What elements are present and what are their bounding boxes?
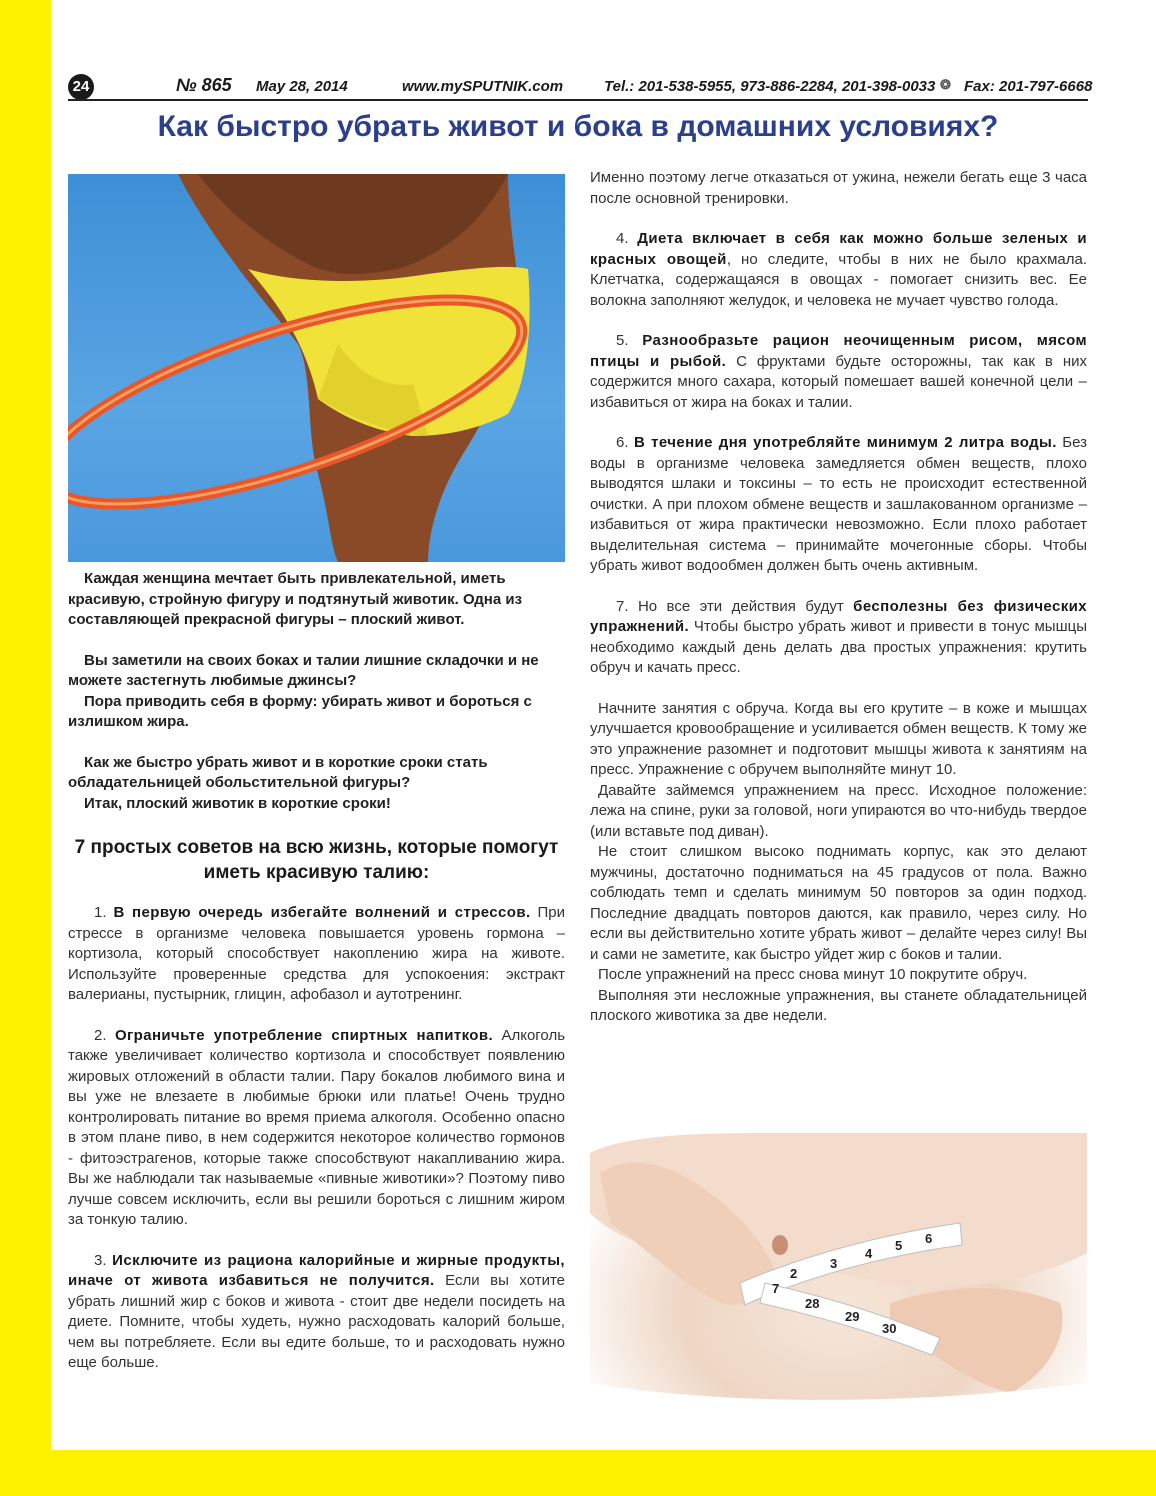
telephone: Tel.: 201-538-5955, 973-886-2284, 201-398-0033 (604, 78, 936, 95)
tips-column-left (68, 903, 565, 1394)
intro-text (68, 569, 565, 814)
right-column (590, 168, 1087, 1027)
exercise-paragraph: Давайте займемся упражнением на пресс. Исходное положение: лежа на спине, руки за головой, ноги упираются во что-нибудь твердое (или вставьте под диван). (590, 781, 1087, 840)
tape-number: 4 (865, 1246, 873, 1261)
tip-1: 1. В первую очередь избегайте волнений и стрессов. При стрессе в организме человека повышается уровень гормона – кортизола, который способствует накоплению жира на животе. Используйте проверенные средства для успокоения: экстракт валерианы, пустырник, глицин, афобазол и аутотренинг. (68, 904, 565, 1003)
tape-number: 3 (830, 1256, 838, 1271)
fax: Fax: 201-797-6668 (964, 78, 1093, 95)
intro-paragraph: Итак, плоский животик в короткие сроки! (84, 794, 391, 812)
tape-number: 30 (882, 1321, 897, 1336)
tips-subheading: 7 простых советов на всю жизнь, которые помогут иметь красивую талию: (74, 837, 559, 883)
tape-number: 5 (895, 1238, 903, 1253)
tip-5: 5. Разнообразьте рацион неочищенным рисом, мясом птицы и рыбой. С фруктами будьте осторожны, так как в них содержится много сахара, который помешает вашей конечной цели – избавиться от жира на боках и талии. (590, 332, 1087, 411)
tip-2: 2. Ограничьте употребление спиртных напитков. Алкоголь также увеличивает количество кортизола и способствует появлению жировых отложений в области талии. Пару бокалов любимого вина и вы уже не влезаете в любимые брюки или платье! Очень трудно контролировать питание во время приема алкоголя. Особенно опасно в этом плане пиво, в нем содержится некоторое количество гормонов - фитоэстрагенов, которые также способствуют накапливанию жира. Вы же наблюдали так называемые «пивные животики»? Поэтому пиво лучше совсем исключить, если вы решили бороться с лишним жиром за тонкую талию. (68, 1026, 566, 1228)
tip-7: 7. Но все эти действия будут бесполезны без физических упражнений. Чтобы быстро убрать живот и привести в тонус мышцы необходимо каждый день делать два простых упражнения: крутить обруч и качать пресс. (590, 597, 1087, 676)
header-rule (68, 99, 1088, 101)
exercise-paragraph: Не стоит слишком высоко поднимать корпус, как это делают мужчины, достаточно подниматься на 45 градусов от пола. Важно соблюдать темп и сделать минимум 50 повторов за один подход. Последние двадцать повторов даются, как правило, через силу. Но если вы действительно хотите убрать живот – делайте через силу! Вы и сами не заметите, как быстро уйдет жир с боков и талии. (590, 843, 1087, 963)
right-intro: Именно поэтому легче отказаться от ужина, нежели бегать еще 3 часа после основной тренировки. (590, 169, 1087, 207)
website[interactable]: www.mySPUTNIK.com (402, 78, 564, 95)
tape-number: 29 (845, 1309, 860, 1324)
intro-paragraph: Пора приводить себя в форму: убирать живот и бороться с излишком жира. (68, 692, 532, 730)
tape-number: 7 (772, 1281, 780, 1296)
separator-icon: ❂ (940, 77, 951, 92)
tip-3: 3. Исключите из рациона калорийные и жирные продукты, иначе от живота избавиться не получится. Если вы хотите убрать лишний жир с боков и живота - стоит две недели посидеть на диете. Помните, чтобы худеть, нужно расходовать калорий больше, чем вы потребляете. Если вы едите больше, то и расходовать нужно еще больше. (68, 1251, 566, 1371)
page-header (68, 74, 1093, 100)
tape-number: 28 (805, 1296, 820, 1311)
exercise-paragraph: После упражнений на пресс снова минут 10 покрутите обруч. (598, 966, 1028, 983)
tip-6: 6. В течение дня употребляйте минимум 2 литра воды. Без воды в организме человека замедляется обмен веществ, плохо выводятся шлаки и токсины – то есть не происходит естественной очистки. А при плохом обмене веществ и зашлакованном организме – избавиться от жира практически невозможно. Если плохо работает выделительная система – принимайте мочегонные сборы. Чтобы убрать живот водообмен должен быть очень активным. (590, 434, 1088, 574)
exercise-paragraph: Начните занятия с обруча. Когда вы его крутите – в коже и мышцах улучшается кровообращение и усиливается обмен веществ. К тому же это упражнение разомнет и подготовит мышцы живота к занятиям на пресс. Упражнение с обручем выполняйте минут 10. (590, 699, 1087, 778)
tape-number: 2 (790, 1266, 798, 1281)
page-number: 24 (68, 74, 94, 100)
yellow-border-bottom (0, 1450, 1156, 1496)
article-title: Как быстро убрать живот и бока в домашних условиях? (157, 110, 999, 143)
issue-date: May 28, 2014 (256, 78, 348, 95)
exercise-paragraph: Выполняя эти несложные упражнения, вы станете обладательницей плоского животика за две недели. (590, 986, 1087, 1024)
measuring-tape-photo (590, 1133, 1087, 1428)
tape-number: 6 (925, 1231, 933, 1246)
intro-paragraph: Каждая женщина мечтает быть привлекательной, иметь красивую, стройную фигуру и подтянутый животик. Одна из составляющей прекрасной фигуры – плоский живот. (68, 570, 523, 628)
intro-paragraph: Как же быстро убрать живот и в короткие сроки стать обладательницей обольстительной фигуры? (68, 753, 488, 791)
intro-paragraph: Вы заметили на своих боках и талии лишние складочки и не можете застегнуть любимые джинсы? (68, 651, 539, 689)
issue-number: № 865 (176, 75, 232, 95)
tip-4: 4. Диета включает в себя как можно больше зеленых и красных овощей, но следите, чтобы в них не было крахмала. Клетчатка, содержащаяся в овощах - помогает снизить вес. Ее волокна заполняют желудок, и человека не мучает чувство голода. (590, 230, 1088, 309)
hula-hoop-photo (68, 174, 565, 562)
